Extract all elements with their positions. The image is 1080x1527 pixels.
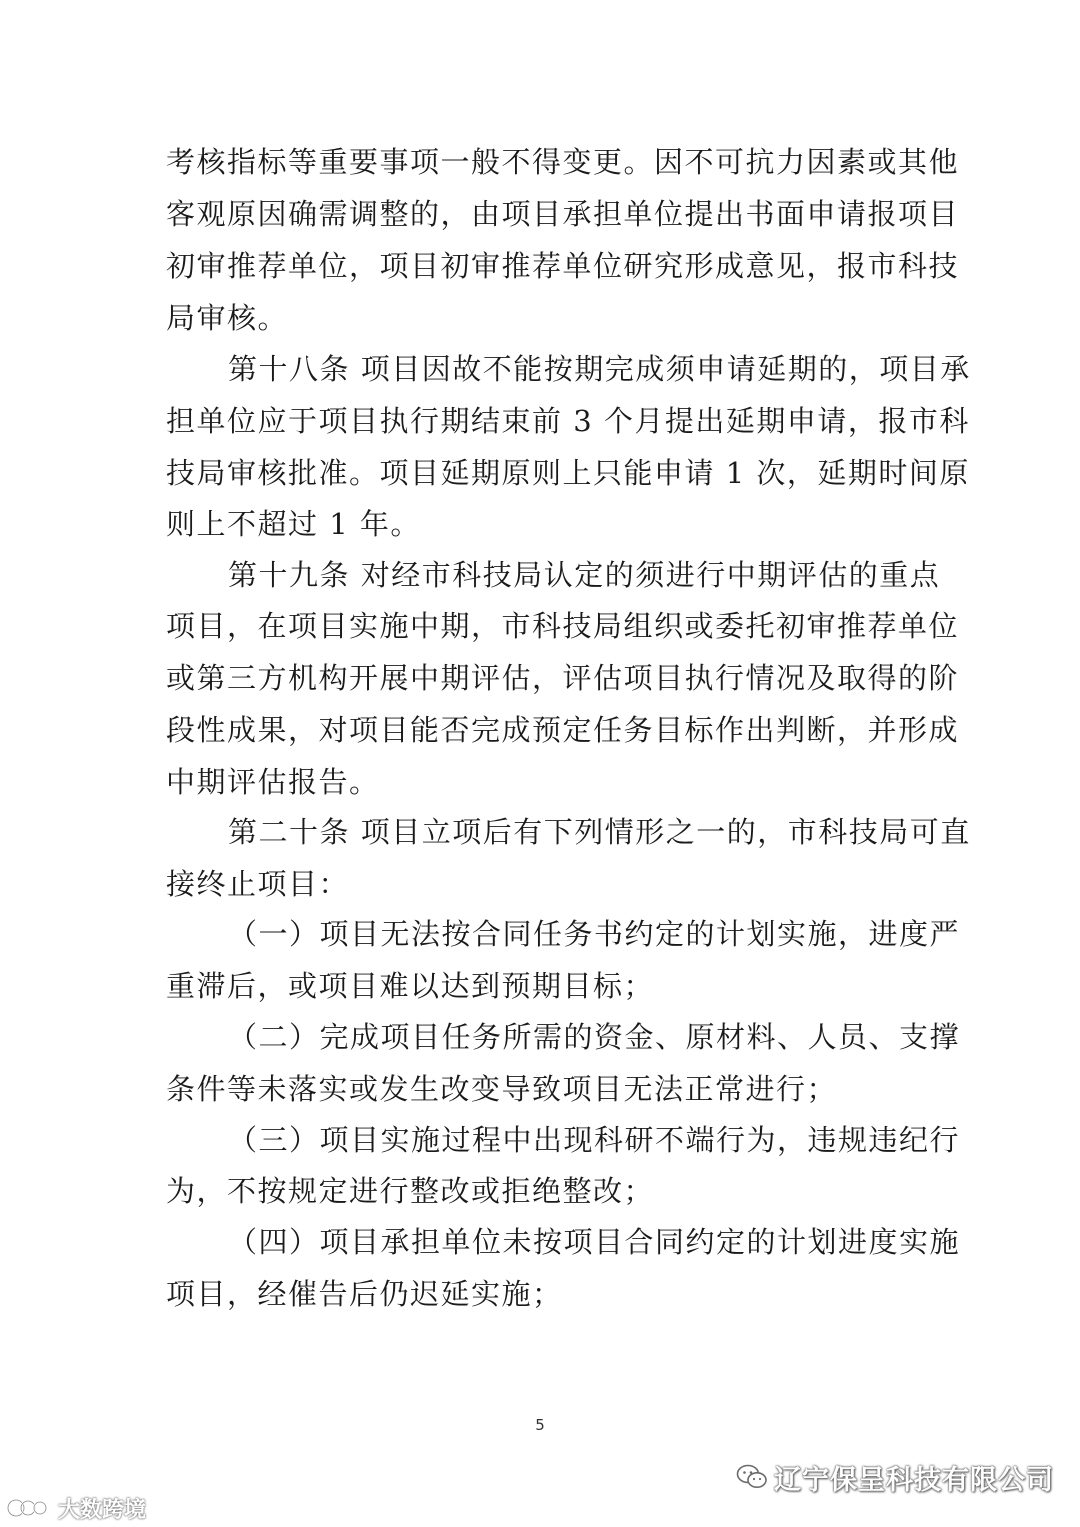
source-logo-icon	[6, 1496, 54, 1520]
text-line: 条件等未落实或发生改变导致项目无法正常进行；	[166, 1072, 838, 1106]
text-line: 则上不超过 1 年。	[166, 507, 421, 541]
list-item-2: （二）完成项目任务所需的资金、原材料、人员、支撑	[228, 1020, 961, 1054]
list-item-3: （三）项目实施过程中出现科研不端行为，违规违纪行	[228, 1123, 961, 1157]
text-line: 项目，经催告后仍迟延实施；	[166, 1277, 563, 1311]
text-line: 考核指标等重要事项一般不得变更。因不可抗力因素或其他	[166, 145, 960, 179]
list-item-1: （一）项目无法按合同任务书约定的计划实施，进度严	[228, 917, 961, 951]
text-line: 客观原因确需调整的，由项目承担单位提出书面申请报项目	[166, 197, 960, 231]
text-line: 担单位应于项目执行期结束前 3 个月提出延期申请，报市科	[166, 404, 970, 438]
text-line: 中期评估报告。	[166, 765, 380, 799]
list-item-4: （四）项目承担单位未按项目合同约定的计划进度实施	[228, 1225, 961, 1259]
text-line: 或第三方机构开展中期评估，评估项目执行情况及取得的阶	[166, 661, 960, 695]
text-line: 接终止项目：	[166, 867, 350, 901]
text-line: 重滞后，或项目难以达到预期目标；	[166, 969, 655, 1003]
text-line: 段性成果，对项目能否完成预定任务目标作出判断，并形成	[166, 713, 960, 747]
text-line: 初审推荐单位，项目初审推荐单位研究形成意见，报市科技	[166, 249, 960, 283]
article-heading-20: 第二十条 项目立项后有下列情形之一的，市科技局可直	[228, 815, 971, 849]
article-heading-18: 第十八条 项目因故不能按期完成须申请延期的，项目承	[228, 352, 971, 386]
text-line: 项目，在项目实施中期，市科技局组织或委托初审推荐单位	[166, 609, 960, 643]
article-heading-19: 第十九条 对经市科技局认定的须进行中期评估的重点	[228, 558, 941, 592]
wechat-watermark	[736, 1458, 1054, 1496]
wechat-icon	[736, 1463, 768, 1491]
text-line: 局审核。	[166, 301, 289, 335]
text-line: 为，不按规定进行整改或拒绝整改；	[166, 1174, 655, 1208]
text-line: 技局审核批准。项目延期原则上只能申请 1 次，延期时间原	[166, 456, 970, 490]
page-number: 5	[535, 1416, 545, 1434]
source-name: 大数跨境	[58, 1497, 147, 1523]
wechat-account-name: 辽宁保呈科技有限公司	[774, 1464, 1054, 1496]
source-watermark	[6, 1492, 146, 1524]
